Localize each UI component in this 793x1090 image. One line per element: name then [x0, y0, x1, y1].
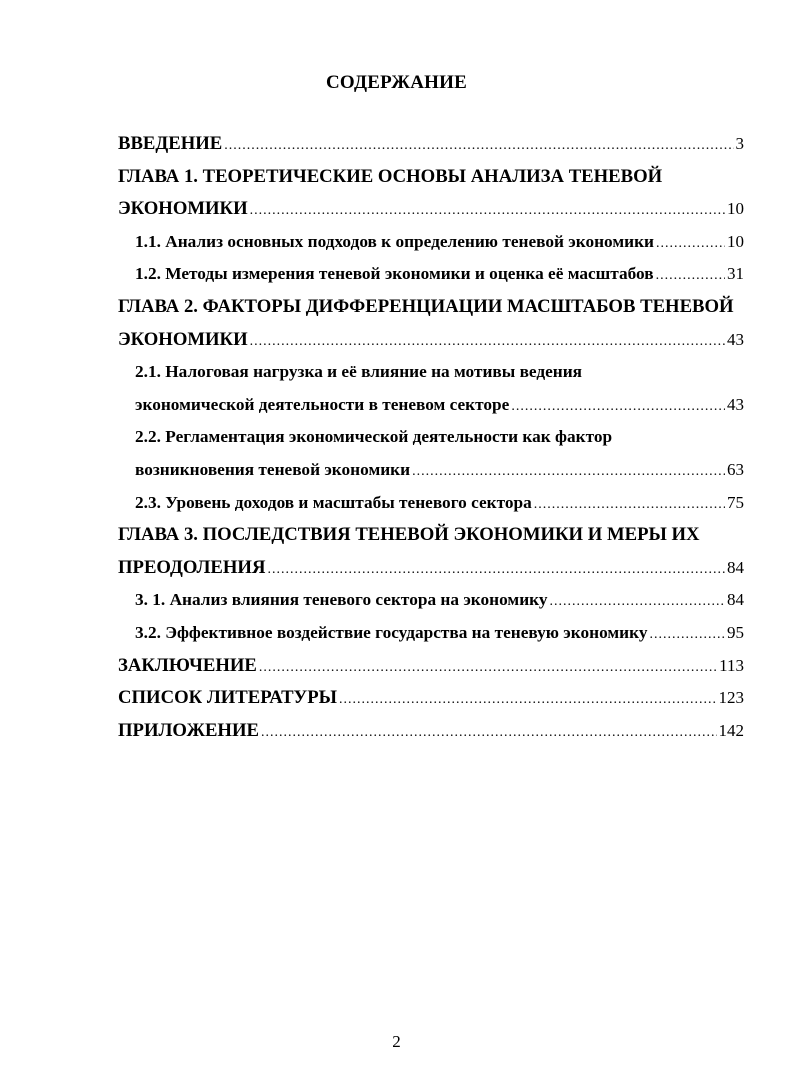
dot-leader — [267, 554, 725, 587]
toc-page-number: 31 — [727, 264, 744, 284]
toc-entry-text: ВВЕДЕНИЕ — [118, 133, 223, 154]
toc-entry-text: 3. 1. Анализ влияния теневого сектора на экономику — [135, 590, 548, 610]
dot-leader — [259, 652, 717, 685]
toc-entry-text: 2.2. Регламентация экономической деятельности как фактор — [135, 427, 613, 447]
toc-page-number: 3 — [735, 134, 744, 153]
toc-entry-line — [118, 487, 744, 520]
toc-entry-line — [118, 226, 744, 259]
toc-entry-line — [118, 454, 744, 487]
toc-entry-text: ЭКОНОМИКИ — [118, 198, 248, 220]
toc-entry-line — [118, 324, 744, 357]
toc-entry-text: 2.1. Налоговая нагрузка и её влияние на мотивы ведения — [135, 362, 583, 382]
toc-page-number: 43 — [727, 394, 744, 414]
toc-page-number: 142 — [718, 720, 744, 740]
toc-entry-text: ГЛАВА 3. ПОСЛЕДСТВИЯ ТЕНЕВОЙ ЭКОНОМИКИ И МЕРЫ ИХ — [118, 524, 700, 546]
toc-entry-text: 2.3. Уровень доходов и масштабы теневого сектора — [135, 492, 532, 512]
page-title: СОДЕРЖАНИЕ — [326, 72, 467, 93]
toc-entry-text: СПИСОК ЛИТЕРАТУРЫ — [118, 687, 338, 709]
toc-entry-text: экономической деятельности в теневом секторе — [135, 394, 510, 414]
toc-entry-line — [118, 161, 744, 194]
dot-leader — [250, 195, 725, 228]
toc-entry-line — [118, 617, 744, 650]
toc-entry-line — [118, 389, 744, 422]
toc-page-number: 84 — [727, 590, 744, 610]
toc-page-number: 123 — [718, 688, 744, 708]
dot-leader — [339, 684, 716, 717]
toc-page-number: 10 — [727, 199, 744, 219]
toc-entry-line — [118, 682, 744, 715]
toc-entry-text: 1.2. Методы измерения теневой экономики и оценка её масштабов — [135, 264, 654, 284]
toc-page-number: 10 — [727, 231, 744, 251]
dot-leader — [534, 489, 725, 522]
toc-entry-line — [118, 650, 744, 683]
toc-entry-line — [118, 128, 744, 161]
toc-entry-line — [118, 356, 744, 389]
toc-entry-text: ЗАКЛЮЧЕНИЕ — [118, 654, 257, 676]
toc-entry-line — [118, 584, 744, 617]
dot-leader — [511, 391, 725, 424]
dot-leader — [550, 586, 725, 619]
page-number: 2 — [392, 1032, 401, 1051]
dot-leader — [656, 228, 725, 261]
toc-entry-line — [118, 421, 744, 454]
toc-page-number: 113 — [719, 655, 744, 675]
toc-entry-text: возникновения теневой экономики — [135, 459, 411, 479]
toc-entry-line — [118, 291, 744, 324]
toc-entry-line — [118, 519, 744, 552]
toc-entry-line — [118, 258, 744, 291]
toc-page-number: 75 — [727, 492, 744, 512]
toc-entry-line — [118, 193, 744, 226]
table-of-contents — [118, 128, 744, 747]
toc-page-number: 95 — [727, 622, 744, 642]
toc-page-number: 63 — [727, 459, 744, 479]
toc-entry-text: ПРИЛОЖЕНИЕ — [118, 719, 259, 741]
toc-entry-text: ЭКОНОМИКИ — [118, 328, 248, 350]
toc-entry-line — [118, 715, 744, 748]
toc-entry-text: ПРЕОДОЛЕНИЯ — [118, 556, 266, 578]
dot-leader — [412, 456, 725, 489]
dot-leader — [656, 260, 725, 293]
dot-leader — [250, 326, 725, 359]
dot-leader — [224, 130, 733, 163]
toc-page-number: 43 — [727, 329, 744, 349]
toc-entry-text: ГЛАВА 1. ТЕОРЕТИЧЕСКИЕ ОСНОВЫ АНАЛИЗА ТЕНЕВОЙ — [118, 165, 663, 187]
toc-entry-text: 3.2. Эффективное воздействие государства на теневую экономику — [135, 622, 648, 642]
toc-page-number: 84 — [727, 557, 744, 577]
toc-entry-text: ГЛАВА 2. ФАКТОРЫ ДИФФЕРЕНЦИАЦИИ МАСШТАБОВ ТЕНЕВОЙ — [118, 295, 734, 317]
dot-leader — [649, 619, 725, 652]
dot-leader — [261, 717, 717, 750]
toc-entry-text: 1.1. Анализ основных подходов к определению теневой экономики — [135, 231, 654, 251]
toc-entry-line — [118, 552, 744, 585]
